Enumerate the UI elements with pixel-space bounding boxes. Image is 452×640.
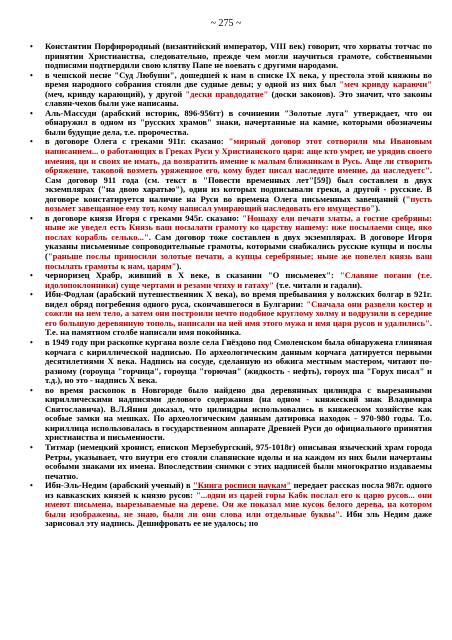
list-item xyxy=(28,443,432,481)
page-number: ~ 275 ~ xyxy=(210,18,242,29)
quote-text: "пусть возьмет завещанное ему тот, кому написал умирающий наследовать его имущество" xyxy=(45,193,432,214)
item-text: ). xyxy=(176,260,182,271)
item-text: ). xyxy=(375,203,381,214)
item-text: . Т.е. на памятном столбе написали имя покойника. xyxy=(45,317,432,338)
quote-text: "...одни из царей горы Кабк послал его к царю русов... они имеют письмена, вырезываемые на дереве. Он же показал мне кусок белого дерева, на котором были изображены, не знаю, были ли они слова или отдельные буквы" xyxy=(45,489,432,519)
item-text: Аль-Массуди (арабский историк, 896-956гг) в сочинении "Золотые луга" утверждает, что он обнаружил в одном из "русских храмов" знаки, начертанные на камне, которыми обозначены были будущие дела, т.е. пророчества. xyxy=(45,107,432,137)
item-text: Константин Порфирородный (византийский император, VIII век) говорит, что хорваты тотчас по принятии Христианства, следовательно, прежде чем могли научиться грамоте, собственными подписями подтвердили свою клятву Папе не воевать с другими народами. xyxy=(45,41,432,71)
quote-text: "раньше послы приносили золотые печати, а купцы серебряные; ныне же повелел князь ваш посылать грамоты к нам, царям" xyxy=(45,251,432,271)
item-text: (доски законов). Это значит, что законы славян-чехов были уже написаны. xyxy=(45,88,432,109)
list-item xyxy=(28,481,432,529)
list-item xyxy=(28,386,432,443)
bullet-icon: • xyxy=(30,290,33,300)
list-item xyxy=(28,109,432,138)
list-item xyxy=(28,214,432,271)
bullet-icon: • xyxy=(30,442,33,452)
bullet-icon: • xyxy=(30,42,33,51)
bullet-icon: • xyxy=(30,337,33,347)
quote-text: "Книга росписи наукам" xyxy=(192,480,292,491)
item-text: в договоре князя Игоря с греками 945г. сказано: xyxy=(45,212,243,223)
item-text: во время раскопок в Новгороде было найдено два деревянных цилиндра с вырезанными кириллическими надписями делового содержания (на одном - княжеский знак Владимира Святославича). В.Л.Янин доказал, что цилиндры использовались в княжеском хозяйстве как особые замки на мешках. По археологическим данным датировка находок - 970-980 годы. Т.о. кириллица использовалась в государственном аппарате Древней Руси до официального принятия христианства и письменности. xyxy=(45,384,432,443)
list-item xyxy=(28,71,432,109)
item-text: передает рассказ посла 987г. одного из кавказских князей к князю русов: xyxy=(45,480,432,500)
item-text: . Ибн эль Недим даже зарисовал эту надпись. Дешифровать ее не удалось; по xyxy=(45,508,432,529)
bullet-icon: • xyxy=(30,70,33,80)
item-text: в 1949 году при раскопке кургана возле села Гнёздово под Смоленском была обнаружена глиняная корчага с кириллической надписью. По археологическим данным корчага датируется первыми десятилетиями X века. Надпись на сосуде, сделанную из обжига местным мастером, читают по-разному (гороуща "горчица", гороуща "горючая" (жидкость - нефть), гороух ша "Горух писал" и т.д.), но это - надпись X века. xyxy=(45,336,432,386)
bullet-icon: • xyxy=(30,108,33,118)
document-body xyxy=(28,42,432,529)
item-text: (т.е. читали и гадали). xyxy=(273,279,363,290)
bullet-icon: • xyxy=(30,385,33,395)
list-item xyxy=(28,338,432,386)
quote-text: "дески правдодатне" xyxy=(185,88,269,99)
item-text: в чешской песне "Суд Любуши", дошедшей к нам в списке IX века, у престола этой княжны во время народного собрания стояли две судные девы; у одной из них был xyxy=(45,69,432,90)
bullet-icon: • xyxy=(30,271,33,281)
item-text: (меч, кривду карающий), у другой xyxy=(45,88,186,99)
item-text: черноризец Храбр, живший в X веке, в сказании "О письменех": xyxy=(45,270,340,281)
item-text: Ибн-Фодлан (арабский путешественник X века), во время пребывания у волжских болгар в 921г. видел обряд погребения одного руса, скончавшегося в Булгарии: xyxy=(45,289,432,309)
quote-text: "Ношаху ели печати златы, а гостие сребряны: ныне же уведел есть Князь ваш посылати грамоту ко царству нашему: иже посылаеми сице, яко послах корабль селько..." xyxy=(45,212,432,242)
bullet-icon: • xyxy=(30,481,33,491)
item-text: Титмар (немецкий хронист, епископ Мерзебургский, 975-1018г) описывая языческий храм города Ретры, указывает, что внутри его стояли славянские идолы и на каждом из них были начертаны особыми знаками их имена. Впоследствии снимки с этих надписей были многократно издаваемы печатно. xyxy=(45,441,432,481)
item-text: Ибн-Эль-Недим (арабский ученый) в xyxy=(45,480,193,491)
item-text: . Сам договор 911 года (см. текст в "Повести временных лет"[59]) был составлен в двух экземплярах ("на двою харатью"), один из которых подписывали греки, а другой - русские. В договоре констатируется наличие на Руси во времена Олега письменных завещаний ( xyxy=(45,165,432,204)
bullet-icon: • xyxy=(30,213,33,223)
list-item xyxy=(28,271,432,290)
quote-text: "Славяне погани (т.е. идолопоклонники) суще чертами и резами чтяху и гатаху" xyxy=(45,270,432,290)
list-item xyxy=(28,42,432,71)
list-item xyxy=(28,290,432,338)
item-text: в договоре Олега с греками 911г. сказано: xyxy=(45,136,229,147)
item-text: . Сам договор тоже составлен в двух экземплярах. В договоре Игоря указаны письменные сопроводительные грамоты, которыми снабжались русские купцы и послы ( xyxy=(45,231,432,262)
quote-text: "меч кривду караючи" xyxy=(339,79,432,90)
bullet-icon: • xyxy=(30,137,33,147)
quote-text: "Сначала они развели костер и сожгли на нем тело, а затем они построили нечто подобное круглому холму и водрузили в середине его большую деревянную тополь, написали на ней имя этого мужа и имя царя русов и удалились" xyxy=(45,298,432,328)
list-item xyxy=(28,137,432,213)
quote-text: "мирный договор этот сотворили мы Ивановым написанием... о работающих в Греках Руси у Христианского царя: аще кто умрет, не урядив своего имения, ци и своих не имать, да возвратить имение к малым ближникам в Русь. Аще ли створить обряжение, таковой возметь уряженное его, кому будет писал наследите имение, да наследуетс" xyxy=(45,136,432,176)
bullet-list xyxy=(28,42,432,529)
